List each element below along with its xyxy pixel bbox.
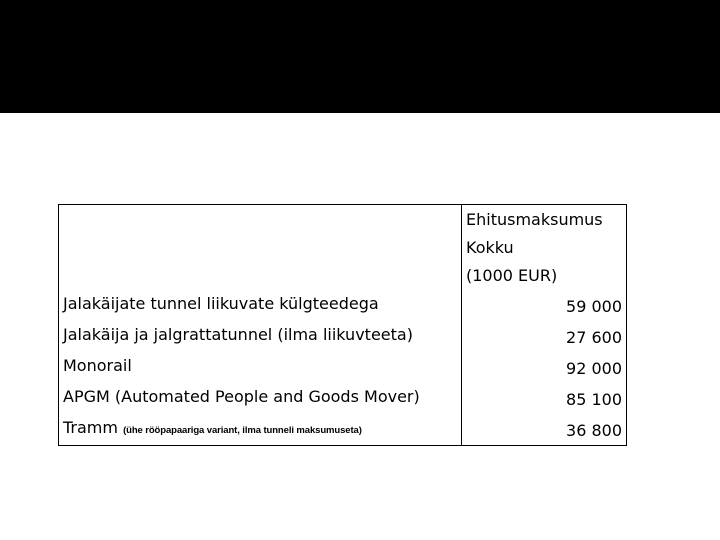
- row-value: 36 800: [566, 421, 622, 440]
- row-value: 85 100: [566, 390, 622, 409]
- row-name: [59, 414, 462, 446]
- table-row: [59, 321, 627, 352]
- row-name-text: Jalakäijate tunnel liikuvate külgteedega: [63, 294, 379, 313]
- table-row: [59, 383, 627, 414]
- row-note: (ühe rööpapaariga variant, ilma tunneli maksumuseta): [123, 425, 362, 436]
- row-name: [59, 290, 462, 321]
- row-name: [59, 352, 462, 383]
- cost-table: [58, 204, 627, 446]
- header-cost-cell: Ehitusmaksumus Kokku (1000 EUR): [466, 210, 603, 285]
- row-value: 92 000: [566, 359, 622, 378]
- header-description-cell: [59, 205, 462, 291]
- table-row: [59, 290, 627, 321]
- row-name-text: APGM (Automated People and Goods Mover): [63, 387, 420, 406]
- title-band: [0, 0, 720, 113]
- row-name-text: Jalakäija ja jalgrattatunnel (ilma liikuvteeta): [63, 325, 413, 344]
- row-value: 59 000: [566, 297, 622, 316]
- table-header-row: [59, 205, 627, 291]
- row-name-text: Monorail: [63, 356, 132, 375]
- row-name-text: Tramm: [63, 418, 124, 437]
- row-name: [59, 383, 462, 414]
- row-value: 27 600: [566, 328, 622, 347]
- row-name: [59, 321, 462, 352]
- table-row: [59, 414, 627, 446]
- table-row: [59, 352, 627, 383]
